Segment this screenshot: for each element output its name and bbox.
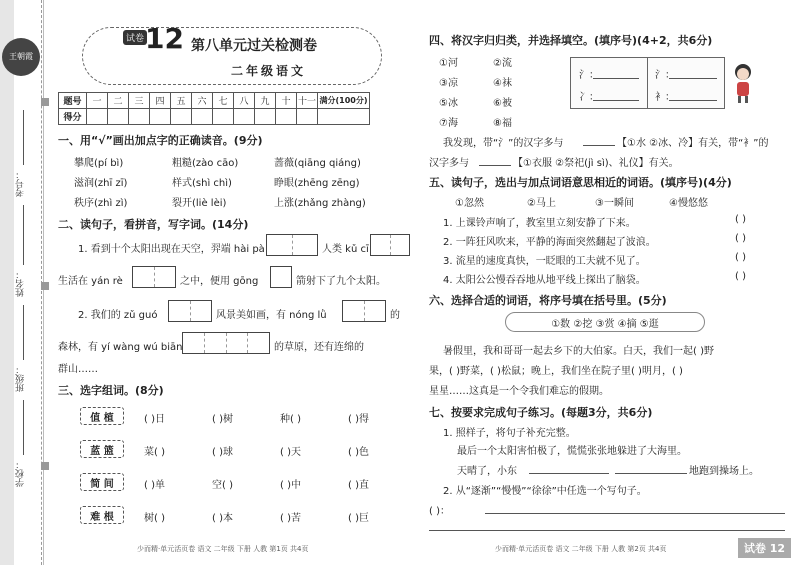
option-item: ②马上 [527, 198, 556, 209]
answer-line[interactable] [669, 78, 717, 79]
score-col: 四 [150, 93, 171, 109]
score-col: 十一 [297, 93, 318, 109]
word-blank[interactable]: ( )树 [212, 414, 233, 425]
score-cell[interactable] [87, 109, 108, 125]
pinyin-choice[interactable]: 样式(shì chì) [172, 178, 232, 189]
binding-hole [41, 98, 49, 106]
section-4-title: 四、将汉字归归类，并选择填空。(填序号)(4+2，共6分) [429, 34, 713, 47]
question-text: 2. 从“逐渐”“慢慢”“徐徐”中任选一个写句子。 [443, 486, 647, 497]
score-table [58, 92, 370, 125]
name-line [23, 205, 24, 265]
class-line [23, 305, 24, 360]
radical-label: 氵： [655, 70, 675, 81]
answer-line[interactable] [529, 473, 609, 474]
writing-grid[interactable] [370, 234, 410, 256]
score-cell[interactable] [255, 109, 276, 125]
pinyin-choice[interactable]: 粗糙(zào cāo) [172, 158, 239, 169]
sentence-text: 【①水 ②冰、冷】有关，带“衤”的 [617, 138, 769, 149]
score-col: 八 [234, 93, 255, 109]
brand-seal-text: 王朝霞 [9, 51, 33, 61]
score-col: 七 [213, 93, 234, 109]
exam-number: 12 [145, 22, 184, 55]
score-cell[interactable] [297, 109, 318, 125]
exam-number-label: 考号： [16, 170, 26, 197]
word-blank[interactable]: ( )直 [348, 480, 369, 491]
sentence-text: 之中，便用 gōng [180, 276, 259, 287]
paragraph-line: 星星……这真是一个令我们难忘的假期。 [429, 386, 609, 397]
section-3-title: 三、选字组词。(8分) [58, 384, 164, 397]
question-text: 1. 照样子，将句子补充完整。 [443, 428, 576, 439]
word-blank[interactable]: ( )球 [212, 447, 233, 458]
section-2-title: 二、读句子，看拼音，写字词。(14分) [58, 218, 249, 231]
answer-paren[interactable]: ( ) [735, 252, 746, 263]
writing-grid[interactable] [342, 300, 386, 322]
answer-line[interactable] [669, 100, 717, 101]
pinyin-choice[interactable]: 睁眼(zhēng zēng) [274, 178, 360, 189]
sorting-book [570, 57, 725, 109]
binding-hole [41, 462, 49, 470]
score-row-label: 题号 [59, 93, 87, 109]
sentence-text: 风景美如画，有 nóng lǜ [216, 310, 327, 321]
answer-line[interactable] [583, 145, 615, 146]
word-bank-text: ①数 ②挖 ③赏 ④摘 ⑤逛 [551, 318, 659, 330]
book-spine [647, 58, 648, 108]
binding-margin [0, 0, 44, 565]
word-blank[interactable]: ( )单 [144, 480, 165, 491]
score-col: 九 [255, 93, 276, 109]
writing-grid[interactable] [266, 234, 318, 256]
word-bank [505, 312, 705, 332]
answer-line[interactable] [593, 100, 639, 101]
score-cell[interactable] [171, 109, 192, 125]
word-blank[interactable]: 树( ) [144, 513, 165, 524]
pinyin-choice[interactable]: 上涨(zhǎng zhàng) [274, 198, 366, 209]
example-sentence: 最后一个太阳害怕极了，慌慌张张地躲进了大海里。 [457, 446, 687, 457]
full-score-label: 满分(100分) [318, 93, 370, 109]
answer-paren[interactable]: ( ) [735, 271, 746, 282]
char-item: ④袜 [493, 78, 512, 89]
answer-paren[interactable]: ( ) [735, 233, 746, 244]
left-page [52, 22, 408, 562]
pinyin-choice[interactable]: 裂开(liè lèi) [172, 198, 227, 209]
brand-seal [2, 38, 40, 76]
paragraph-line: 果，( )野菜，( )松鼠；晚上，我们坐在院子里( )明月，( ) [429, 366, 683, 377]
answer-line[interactable] [593, 78, 639, 79]
section-6-title: 六、选择合适的词语，将序号填在括号里。(5分) [429, 294, 667, 307]
word-blank[interactable]: 菜( ) [144, 447, 165, 458]
char-item: ⑤冰 [439, 98, 458, 109]
char-item: ③凉 [439, 78, 458, 89]
score-header-row [59, 93, 370, 109]
page-title: 第八单元过关检测卷 [191, 38, 317, 54]
score-cell[interactable] [276, 109, 297, 125]
binding-hole [41, 282, 49, 290]
radical-label: 冫： [579, 92, 599, 103]
grade-subject: 二年级语文 [231, 64, 307, 78]
sentence-text: 3. 流星的速度真快，一眨眼的工夫就不见了。 [443, 256, 646, 267]
char-choice-chip: 蓝 篮 [80, 440, 124, 458]
pinyin-choice[interactable]: 蔷薇(qiāng qiáng) [274, 158, 361, 169]
writing-grid[interactable] [182, 332, 270, 354]
footer-right: 少而精·单元活页卷 语文 二年级 下册 人教 第2页 共4页 [495, 545, 667, 553]
radical-label: 氵： [579, 70, 599, 81]
score-cell[interactable] [213, 109, 234, 125]
score-col: 三 [129, 93, 150, 109]
school-label: 学校： [16, 460, 26, 487]
score-cell[interactable] [108, 109, 129, 125]
word-blank[interactable]: ( )本 [212, 513, 233, 524]
sentence-text: 的草原，还有连绵的 [274, 342, 364, 353]
right-page [425, 22, 795, 562]
score-cell[interactable] [318, 109, 370, 125]
sentence-text: 1. 上课铃声响了，教室里立刻安静了下来。 [443, 218, 636, 229]
word-blank[interactable]: ( )中 [280, 480, 301, 491]
char-item: ⑥被 [493, 98, 512, 109]
score-col: 十 [276, 93, 297, 109]
name-label: 姓名： [16, 270, 26, 297]
pinyin-choice[interactable]: 攀爬(pí bì) [74, 158, 124, 169]
section-1-title: 一、用“√”画出加点字的正确读音。(9分) [58, 134, 263, 147]
radical-label: 衤： [655, 92, 675, 103]
sentence-text: 天晴了，小东 [457, 466, 517, 477]
section-7-title: 七、按要求完成句子练习。(每题3分，共6分) [429, 406, 653, 419]
char-choice-chip: 难 根 [80, 506, 124, 524]
writing-grid[interactable] [168, 300, 212, 322]
char-item: ⑧福 [493, 118, 512, 129]
score-cell[interactable] [150, 109, 171, 125]
answer-line[interactable] [479, 165, 511, 166]
sentence-text: 地跑到操场上。 [689, 466, 759, 477]
sentence-text: 【①衣服 ②祭祀(jì sì)、礼仪】有关。 [513, 158, 679, 169]
score-col: 一 [87, 93, 108, 109]
char-item: ⑦海 [439, 118, 458, 129]
girl-illustration [730, 62, 756, 104]
section-5-title: 五、读句子，选出与加点词语意思相近的词语。(填序号)(4分) [429, 176, 732, 189]
sentence-text: 2. 一阵狂风吹来，平静的海面突然翻起了波浪。 [443, 237, 656, 248]
sentence-text: 人类 kǔ cī [322, 244, 369, 255]
word-blank[interactable]: ( )天 [280, 447, 301, 458]
sentence-text: 1. 看到十个太阳出现在天空，羿端 hài pà [78, 244, 265, 255]
word-blank[interactable]: ( )色 [348, 447, 369, 458]
sentence-text: 2. 我们的 zǔ guó [78, 310, 158, 321]
answer-line[interactable] [615, 473, 687, 474]
pinyin-choice[interactable]: 滋润(zhī zī) [74, 178, 128, 189]
word-blank[interactable]: 种( ) [280, 414, 301, 425]
word-blank[interactable]: 空( ) [212, 480, 233, 491]
word-blank[interactable]: ( )得 [348, 414, 369, 425]
writing-grid[interactable] [132, 266, 176, 288]
score-value-row [59, 109, 370, 125]
char-item: ②流 [493, 58, 512, 69]
sentence-text: 箭射下了九个太阳。 [296, 276, 386, 287]
score-cell[interactable] [234, 109, 255, 125]
word-blank[interactable]: ( )苦 [280, 513, 301, 524]
option-item: ①忽然 [455, 198, 484, 209]
answer-line[interactable] [485, 513, 785, 514]
page-badge: 试卷 12 [738, 538, 791, 558]
school-line [23, 400, 24, 455]
writing-grid[interactable] [270, 266, 292, 288]
word-blank[interactable]: ( )日 [144, 414, 165, 425]
paragraph-line: 暑假里，我和哥哥一起去乡下的大伯家。白天，我们一起( )野 [443, 346, 714, 357]
sentence-text: 群山…… [58, 364, 98, 375]
score-row-label: 得分 [59, 109, 87, 125]
exam-number-line [23, 110, 24, 165]
class-label: 班级： [16, 365, 26, 392]
score-col: 二 [108, 93, 129, 109]
score-cell[interactable] [129, 109, 150, 125]
score-col: 六 [192, 93, 213, 109]
footer-left: 少而精·单元活页卷 语文 二年级 下册 人教 第1页 共4页 [137, 545, 309, 553]
sentence-text: 森林，有 yí wàng wú biān [58, 342, 183, 353]
exam-badge: 试卷 [123, 30, 147, 45]
score-col: 五 [171, 93, 192, 109]
answer-prefix: ( )： [429, 506, 450, 517]
sentence-text: 汉字多与 [429, 158, 469, 169]
sentence-text: 4. 太阳公公慢吞吞地从地平线上探出了脑袋。 [443, 275, 646, 286]
answer-line[interactable] [429, 530, 785, 531]
score-cell[interactable] [192, 109, 213, 125]
option-item: ③一瞬间 [595, 198, 634, 209]
answer-paren[interactable]: ( ) [735, 214, 746, 225]
char-choice-chip: 简 间 [80, 473, 124, 491]
sentence-text: 我发现，带“氵”的汉字多与 [443, 138, 564, 149]
pinyin-choice[interactable]: 秩序(zhì zì) [74, 198, 128, 209]
title-frame [82, 22, 382, 85]
word-blank[interactable]: ( )巨 [348, 513, 369, 524]
char-choice-chip: 值 植 [80, 407, 124, 425]
option-item: ④慢悠悠 [669, 198, 708, 209]
sentence-text: 的 [390, 310, 400, 321]
sentence-text: 生活在 yán rè [58, 276, 123, 287]
binding-strip [0, 0, 14, 565]
char-item: ①河 [439, 58, 458, 69]
